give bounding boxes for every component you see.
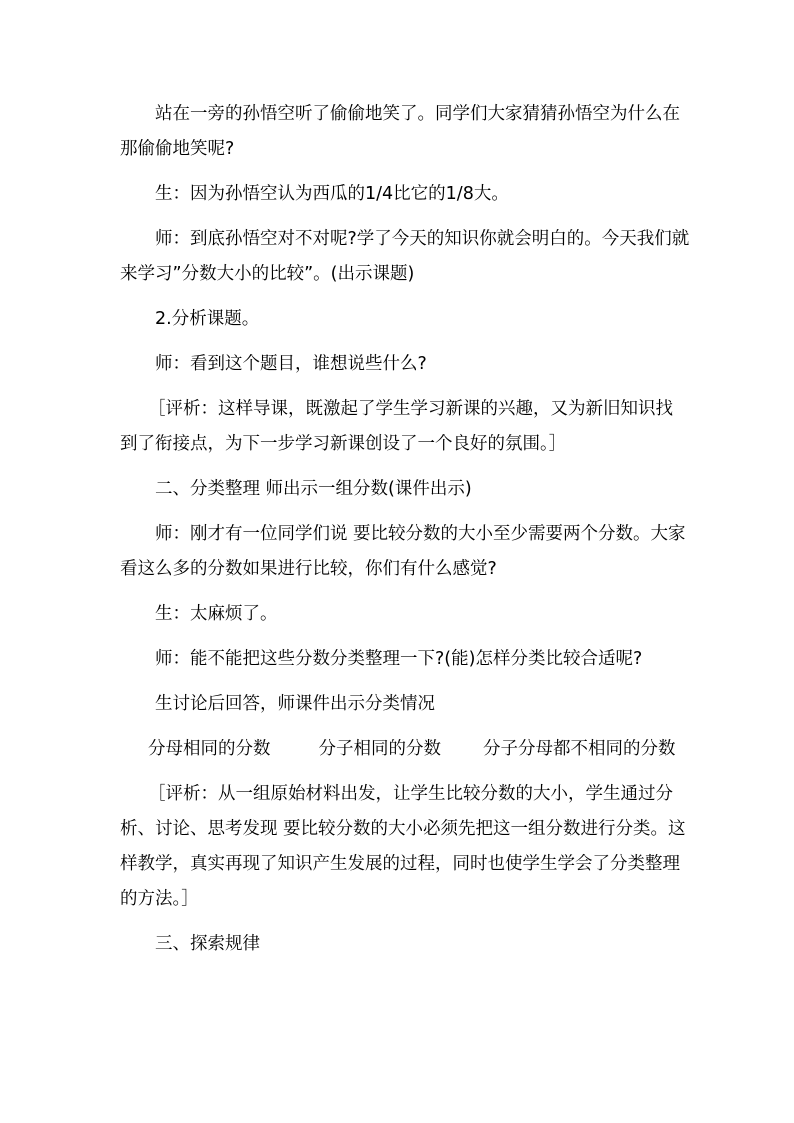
paragraph: 生：因为孙悟空认为西瓜的1/4比它的1/8大。 [155,184,509,204]
category-list [120,732,690,767]
paragraph: 生讨论后回答，师课件出示分类情况 [155,694,435,714]
paragraph: 生：太麻烦了。 [155,604,278,624]
commentary-note: ［评析：这样导课，既激起了学生学习新课的兴趣，又为新旧知识找到了衔接点，为下一步学习新课创设了一个良好的氛围。］ [120,399,673,454]
category-different: 分子分母都不相同的分数 [483,739,676,759]
paragraph: 师：看到这个题目，谁想说些什么? [155,354,427,374]
category-same-denominator: 分母相同的分数 [148,739,271,759]
paragraph: 师：刚才有一位同学们说 要比较分数的大小至少需要两个分数。大家看这么多的分数如果进行比较，你们有什么感觉? [120,524,686,579]
paragraph: 师：能不能把这些分数分类整理一下?(能)怎样分类比较合适呢? [155,649,643,669]
paragraph: 站在一旁的孙悟空听了偷偷地笑了。同学们大家猜猜孙悟空为什么在那偷偷地笑呢? [120,104,680,159]
section-heading: 二、分类整理 师出示一组分数(课件出示) [155,479,472,499]
document-body [120,97,690,972]
category-same-numerator: 分子相同的分数 [318,739,441,759]
section-heading: 三、探索规律 [155,934,260,954]
paragraph: 2.分析课题。 [155,309,260,329]
paragraph: 师：到底孙悟空对不对呢?学了今天的知识你就会明白的。今天我们就来学习”分数大小的比较”。(出示课题) [120,229,690,284]
commentary-note: ［评析：从一组原始材料出发，让学生比较分数的大小，学生通过分析、讨论、思考发现 要比较分数的大小必须先把这一组分数进行分类。这样教学，真实再现了知识产生发展的过程，同时也使学生学会了分类整理的方法。］ [120,784,686,909]
